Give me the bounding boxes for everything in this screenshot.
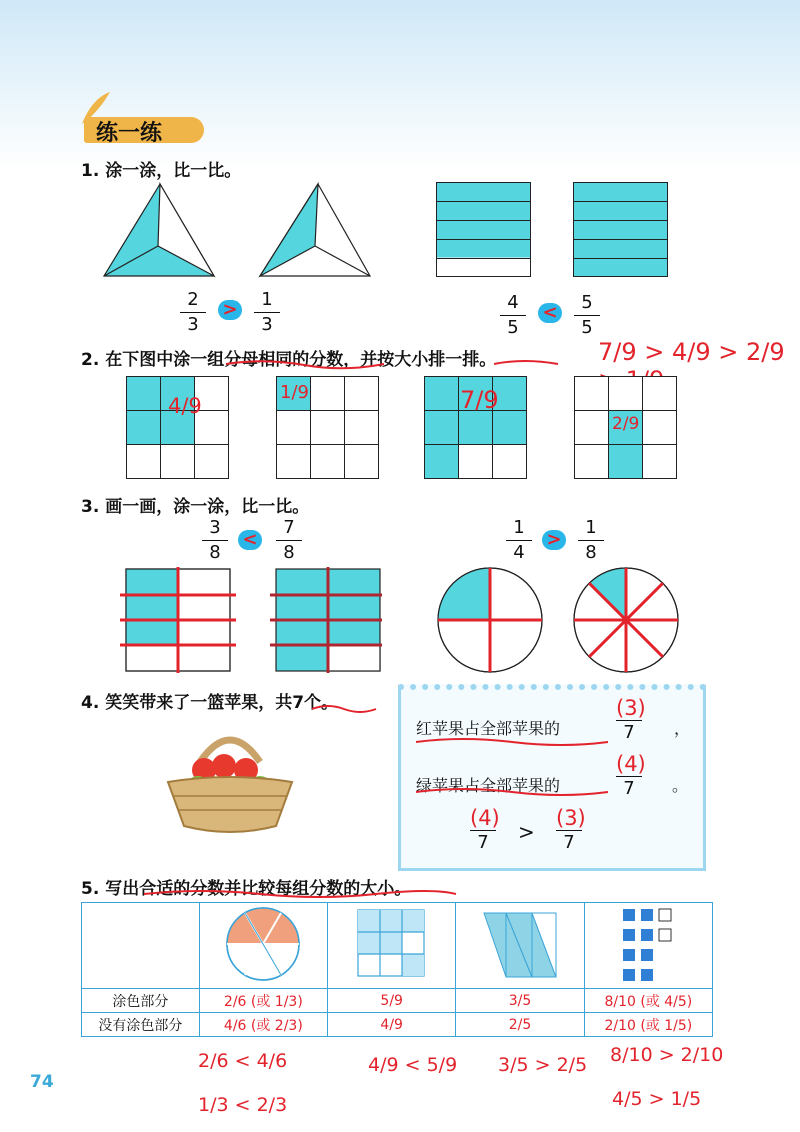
- q2-grid-7-9: [424, 376, 528, 480]
- q2-grid-label-1: 4/9: [168, 394, 202, 418]
- q3-fraction-1-8: 1 8: [578, 518, 604, 563]
- section-title: 练一练: [96, 121, 163, 146]
- q5-answer-unshaded-4: 2/10 (或 1/5): [584, 1013, 712, 1037]
- q5-answer-unshaded-2: 4/9: [328, 1013, 456, 1037]
- q5-triangles-figure: [480, 905, 560, 983]
- q2-grid-4-9: [126, 376, 230, 480]
- q5-row-unshaded-label: 没有涂色部分: [82, 1013, 200, 1037]
- q4-compare-sign: >: [518, 820, 535, 844]
- q5-answer-shaded-3: 3/5: [456, 989, 584, 1013]
- q4-line2-fraction: (4) 7: [616, 752, 646, 799]
- q5-triangle-cell: [456, 903, 584, 989]
- q4-line2-text: 绿苹果占全部苹果的: [416, 776, 561, 795]
- q5-answer-shaded-4: 8/10 (或 4/5): [584, 989, 712, 1013]
- q3-compare-sign-1: <: [238, 530, 262, 550]
- q1-fraction-4-5: 4 5: [500, 293, 526, 338]
- question-1-label: 1. 涂一涂，比一比。: [81, 161, 242, 181]
- q5-row-shaded-label: 涂色部分: [82, 989, 200, 1013]
- q3-fraction-1-4: 1 4: [506, 518, 532, 563]
- q5-pie-cell: [199, 903, 327, 989]
- q5-grid-figure: [356, 908, 428, 980]
- q1-rect-5-5: [573, 182, 668, 277]
- q2-grid-1-9: [276, 376, 380, 480]
- q5-pie-figure: [224, 905, 302, 983]
- q5-underline: [140, 888, 460, 900]
- question-3-label: 3. 画一画，涂一涂，比一比。: [81, 497, 310, 517]
- q5-table: [81, 902, 713, 1037]
- q5-answer-shaded-2: 5/9: [328, 989, 456, 1013]
- q4-compare-left: (4) 7: [470, 806, 500, 853]
- q4-underline: [310, 703, 380, 715]
- q2-grid-label-2: 1/9: [280, 382, 309, 403]
- q5-compare-4: 8/10 > 2/10: [610, 1044, 724, 1066]
- q5-header-empty: [82, 903, 200, 989]
- q5-compare-3: 3/5 > 2/5: [498, 1054, 588, 1076]
- q1-compare-sign-1: >: [218, 300, 242, 320]
- q5-cubes-cell: [584, 903, 712, 989]
- q2-answer-order: 7/9 > 4/9 > 2/9: [598, 338, 785, 366]
- q5-cubes-figure: [613, 905, 683, 983]
- q1-rect-4-5: [436, 182, 531, 277]
- q5-compare-2: 4/9 < 5/9: [368, 1054, 458, 1076]
- q4-line1-comma: ，: [674, 719, 691, 738]
- q4-line1-text: 红苹果占全部苹果的: [416, 719, 561, 738]
- apple-basket-illustration: [160, 722, 300, 837]
- q2-underline: [224, 358, 564, 370]
- q3-circles: [434, 564, 684, 676]
- q2-grid-2-9: [574, 376, 678, 480]
- q4-line2-period: 。: [672, 776, 689, 795]
- q5-compare-6: 4/5 > 1/5: [612, 1088, 702, 1110]
- q5-compare-1: 2/6 < 4/6: [198, 1050, 288, 1072]
- q1-fraction-1-3: 1 3: [254, 290, 280, 335]
- q4-line1-fraction: (3) 7: [616, 696, 646, 743]
- q5-answer-unshaded-3: 2/5: [456, 1013, 584, 1037]
- q5-compare-5: 1/3 < 2/3: [198, 1094, 288, 1116]
- q4-compare-right: (3) 7: [556, 806, 586, 853]
- q3-fraction-7-8: 7 8: [276, 518, 302, 563]
- question-5-label: 5. 写出合适的分数并比较每组分数的大小。: [81, 879, 412, 899]
- question-4-label: 4. 笑笑带来了一篮苹果，共7个。: [81, 693, 339, 713]
- q3-fraction-3-8: 3 8: [202, 518, 228, 563]
- q1-fraction-5-5: 5 5: [574, 293, 600, 338]
- q1-compare-sign-2: <: [538, 303, 562, 323]
- q5-answer-unshaded-1: 4/6 (或 2/3): [199, 1013, 327, 1037]
- q3-rectangles: [120, 565, 390, 675]
- q1-fraction-2-3: 2 3: [180, 290, 206, 335]
- q2-grid-label-3: 7/9: [460, 386, 499, 414]
- q4-underlines: [412, 736, 612, 796]
- page-number: 74: [30, 1072, 54, 1092]
- q3-compare-sign-2: >: [542, 530, 566, 550]
- q1-triangles: [100, 180, 380, 280]
- q2-grid-label-4: 2/9: [612, 414, 640, 434]
- q5-grid-cell: [328, 903, 456, 989]
- q5-answer-shaded-1: 2/6 (或 1/3): [199, 989, 327, 1013]
- question-2-label: 2. 在下图中涂一组分母相同的分数，并按大小排一排。: [81, 350, 497, 370]
